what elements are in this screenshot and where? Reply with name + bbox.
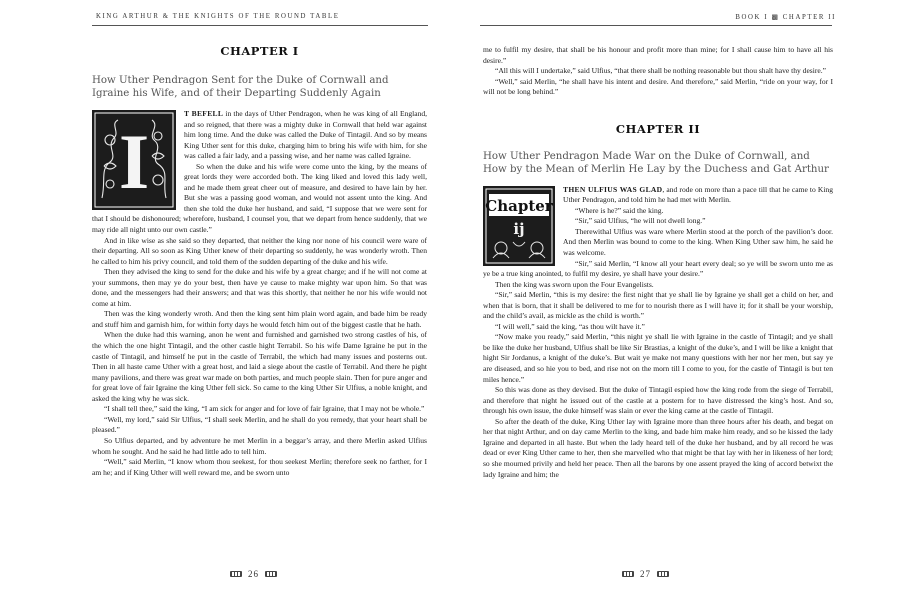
chapter-2-subtitle: How Uther Pendragon Made War on the Duke of Cornwall, and How by the Mean of Merlin He Lay by the Duchess and Gat Arthur — [483, 150, 829, 175]
svg-text:Chapter: Chapter — [485, 196, 553, 215]
chapter-2-column — [483, 45, 833, 480]
paragraph: Then was the king wonderly wroth. And then the king sent him plain word again, and bade him be ready and stuff him and garnish him, for within forty days he would fetch him out of the biggest castle that he hath. — [92, 309, 427, 329]
paragraph: When the duke had this warning, anon he went and furnished and garnished two strong castles of his, of the which the one hight Tintagil, and the other castle hight Terrabil. So his wife Dame Igraine he put in the castle of Tintagil, and himself he put in the castle of Terrabil, the which had many issues and posterns out. Then in all haste came Uther with a great host, and laid a siege about the castle of Terrabil. And there he pight many pavilions, and there was great war made on both parties, and much people slain. Then for pure anger and for great love of fair Igraine the king Uther fell sick. So came to the king Uther Sir Ulfius, a noble knight, and asked the king why he was sick. — [92, 330, 427, 403]
paragraph: “Sir,” said Merlin, “this is my desire: the first night that ye shall lie by Igraine ye shall get a child on her, and when that is born, that it shall be delivered to me for to nourish there as I will have it; for it shall be your worship, and the child’s avail, as mickle as the child is worth.” — [483, 290, 833, 321]
paragraph: Then they advised the king to send for the duke and his wife by a great charge; and if he will not come at your summons, then may ye do your best, then have ye cause to make mighty war upon him. So that was done, and the messengers had their answers; and that was this shortly, that neither he nor his wife would not come at him. — [92, 267, 427, 308]
paragraph: “All this will I undertake,” said Ulfius, “that there shall be nothing reasonable but thou shalt have thy desire.” — [495, 66, 826, 76]
svg-text:ij: ij — [513, 219, 525, 238]
paragraph: “Now make you ready,” said Merlin, “this night ye shall lie with Igraine in the castle of Tintagil; and ye shall be like the duke her husband, Ulfius shall be like Sir Brastias, a knight of the duke’s, and I will be like a knight that hight Sir Jordanus, a knight of the duke’s. But wait ye make not many questions with her nor her men, but say ye are diseased, and so hie you to bed, and rise not on the morn till I come to you, for the castle of Tintagil is but ten miles hence.” — [483, 332, 833, 384]
chapter-1-opening-words: T BEFELL — [184, 109, 224, 118]
chapter-initial-icon — [483, 186, 555, 266]
header-rule-left — [92, 25, 428, 26]
chapter-1-subtitle: How Uther Pendragon Sent for the Duke of Cornwall and Igraine his Wife, and of their Departing Suddenly Again — [92, 75, 389, 99]
paragraph: “I shall tell thee,” said the king, “I am sick for anger and for love of fair Igraine, that I may not be whole.” — [104, 404, 425, 414]
paragraph: me to fulfil my desire, that shall be his honour and profit more than mine; for I shall cause him to have all his desire.” — [483, 45, 833, 65]
paragraph: “Sir,” said Merlin, “I know all your heart every deal; so ye will be sworn unto me as ye be a true king anointed, to fulfil my desire, ye shall have your desire.” — [483, 258, 833, 279]
paragraph: Then the king was sworn upon the Four Evangelists. — [495, 279, 654, 289]
paragraph: So Ulfius departed, and by adventure he met Merlin in a beggar’s array, and there Merlin asked Ulfius whom he sought. And he said he had little ado to tell him. — [92, 435, 427, 456]
folio-ornament-icon — [265, 571, 277, 577]
illuminated-initial-i-icon — [92, 110, 176, 210]
chapter-2-title: CHAPTER II — [615, 121, 701, 136]
chapter-2-body — [483, 185, 833, 480]
chapter-1-column — [92, 44, 427, 478]
paragraph: And in like wise as she said so they departed, that neither the king nor none of his council were ware of their departing. All so soon as King Uther knew of their departing so suddenly, he was wonderly wroth. Then he called to him his privy council, and told them of the sudden departing of the duke and his wife. — [92, 235, 427, 266]
paragraph: “Well, my lord,” said Sir Ulfius, “I shall seek Merlin, and he shall do you remedy, that your heart shall be pleased.” — [92, 414, 427, 435]
chapter-1-opening-text: in the days of Uther Pendragon, when he was king of all England, and so reigned, that there was a mighty duke in Cornwall that held war against him long time. And the duke was called the Duke of Tintagil. And so by means King Uther sent for this duke, charging him to bring his wife with him, for she was called a fair lady, and a passing wise, and her name was called Igraine. — [184, 109, 427, 161]
page-number-right: 27 — [622, 569, 669, 579]
paragraph: “Well,” said Merlin, “he shall have his intent and desire. And therefore,” said Merlin, “ride on your way, for I will not be long behind.” — [483, 76, 833, 97]
paragraph: “Where is he?” said the king. — [575, 205, 664, 215]
running-head-left: KING ARTHUR & THE KNIGHTS OF THE ROUND TABLE — [96, 13, 340, 20]
paragraph: “Well,” said Merlin, “I know whom thou seekest, for thou seekest Merlin; therefore seek no farther, for I am he; and if King Uther will well reward me, and be sworn unto — [92, 457, 427, 477]
paragraph: So after the death of the duke, King Uther lay with Igraine more than three hours after his death, and begat on her that night Arthur, and on day came Merlin to the king, and bade him make him ready, and so he kissed the lady Igraine and departed in all haste. But when the lady heard tell of the duke her husband, and by all record he was dead or ever King Uther came to her, then she marvelled who that might be that lay with her in likeness of her lord; so she mourned privily and held her peace. Then all the barons by one assent prayed the king of accord betwixt the lady Igraine and him; the — [483, 416, 833, 479]
folio-ornament-icon — [230, 571, 242, 577]
chapter-1-title: CHAPTER I — [220, 44, 299, 58]
header-rule-right — [480, 25, 832, 26]
folio-ornament-icon — [622, 571, 634, 577]
folio-ornament-icon — [657, 571, 669, 577]
paragraph: “Sir,” said Ulfius, “he will not dwell long.” — [575, 216, 706, 226]
paragraph: So when the duke and his wife were come unto the king, by the means of great lords they were accorded both. The king liked and loved this lady well, and he made them great cheer out of measure, and desired to have lain by her. But she was a passing good woman, and would not assent unto the king. And then she told the duke her husband, and said, “I suppose that we were sent for that I should be dishonoured; wherefore, husband, I counsel you, that we depart from hence suddenly, that we may ride all night unto our own castle.” — [92, 161, 427, 235]
chapter-2-opening-text: , and rode on more than a pace till that he came to King Uther Pendragon, and told him he had met with Merlin. — [563, 184, 833, 205]
running-head-right: BOOK I ▩ CHAPTER II — [735, 14, 836, 21]
chapter-1-body — [92, 109, 427, 478]
page-number-left: 26 — [230, 569, 277, 579]
paragraph: So this was done as they devised. But the duke of Tintagil espied how the king rode from the siege of Terrabil, and therefore that night he issued out of the castle at a postern for to have distressed the king’s host. And so, through his own issue, the duke himself was slain or ever the king came at the castle of Tintagil. — [483, 385, 833, 416]
paragraph: “I will well,” said the king, “as thou wilt have it.” — [495, 321, 645, 331]
chapter-2-opening-words: THEN ULFIUS WAS GLAD — [563, 184, 663, 194]
paragraph: Therewithal Ulfius was ware where Merlin stood at the porch of the pavilion’s door. And then Merlin was bound to come to the king. When King Uther saw him, he said he was welcome. — [563, 226, 833, 258]
svg-text:I: I — [118, 118, 150, 205]
right-page — [450, 0, 900, 600]
